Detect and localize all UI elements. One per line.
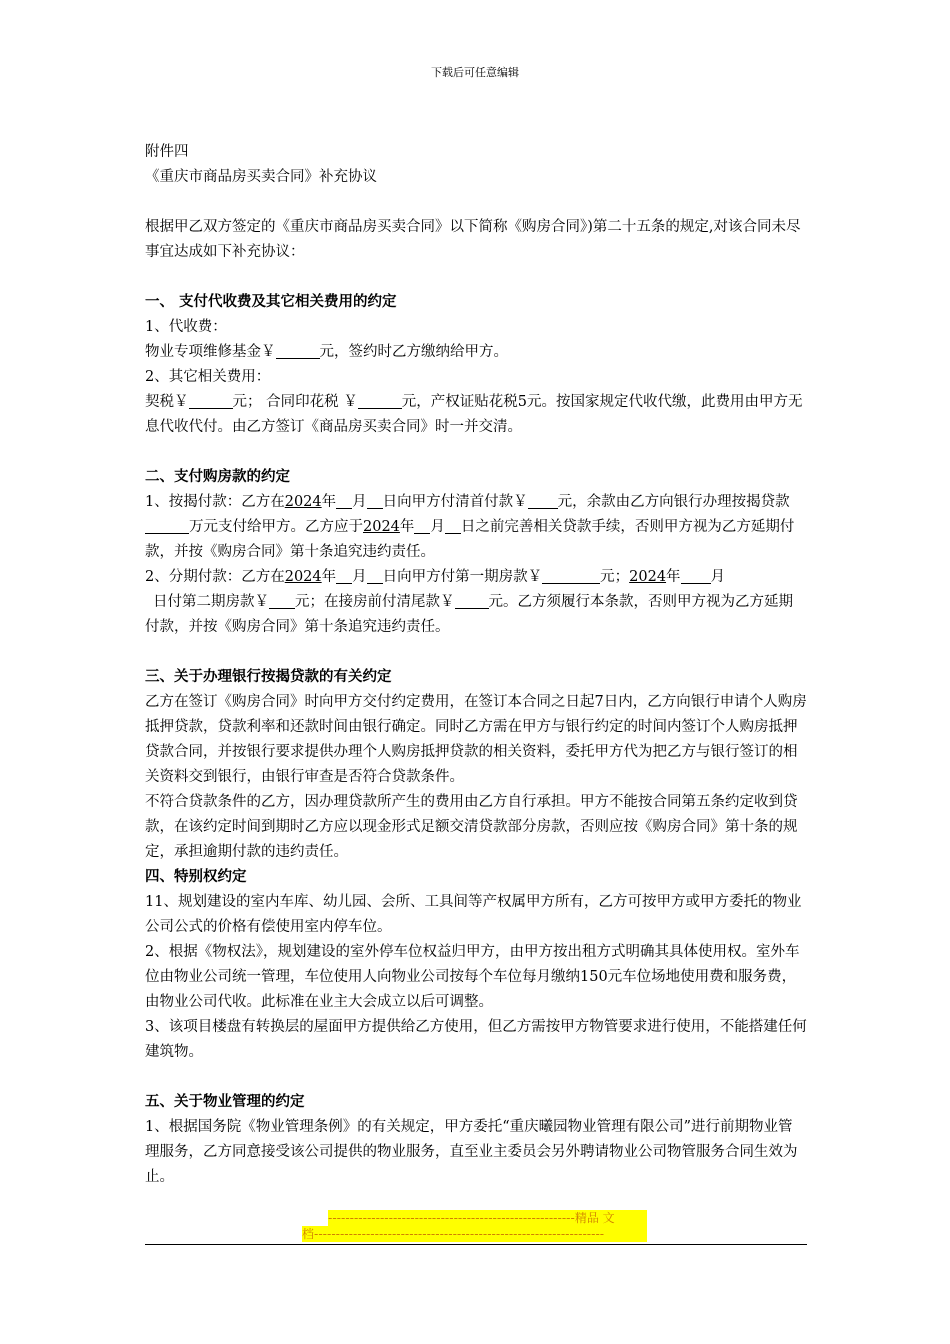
s5-paragraph-1: 1、根据国务院《物业管理条例》的有关规定，甲方委托“重庆曦园物业管理有限公司”进行前期物业管理服务，乙方同意接受该公司提供的物业服务，直至业主委员会另外聘请物业公司物管服务合同生效为止。 — [145, 1119, 798, 1185]
s2p2-c: 月 — [352, 569, 367, 585]
s2p2-a: 2、分期付款：乙方在 — [145, 569, 285, 585]
blank-field — [269, 590, 295, 609]
blank-field — [336, 490, 352, 509]
s1-fund-line — [145, 340, 807, 365]
attachment-label: 附件四 — [145, 144, 189, 160]
blank-field — [455, 590, 489, 609]
s2p1-b: 年 — [321, 494, 337, 510]
blank-field — [528, 490, 558, 509]
section-3-heading: 三、关于办理银行按揭贷款的有关约定 — [145, 669, 392, 685]
s3-paragraph-1: 乙方在签订《购房合同》时向甲方交付约定费用，在签订本合同之日起7日内，乙方向银行申请个人购房抵押贷款，贷款利率和还款时间由银行确定。同时乙方需在甲方与银行约定的时间内签订个人购房抵押贷款合同，并按银行要求提供办理个人购房抵押贷款的相关资料，委托甲方代为把乙方与银行签订的相关资料交到银行，由银行审查是否符合贷款条件。 — [145, 694, 807, 785]
section-5-heading: 五、关于物业管理的约定 — [145, 1094, 305, 1110]
year-value: 2024 — [629, 569, 667, 585]
footer-banner — [302, 1210, 647, 1242]
year-value: 2024 — [284, 494, 322, 510]
s2p2-e: 元； — [600, 569, 630, 585]
footer-banner-line-2: 档------------------------------------------------------------------- — [302, 1226, 647, 1242]
s2p1-d: 日向甲方付清首付款￥ — [382, 494, 528, 510]
blank-field — [367, 565, 383, 584]
s2p2-h: 日付第二期房款￥ — [153, 594, 269, 610]
s1-tax-text-b: 元； 合同印花税 ￥ — [232, 394, 358, 410]
s4-paragraph-3: 3、该项目楼盘有转换层的屋面甲方提供给乙方使用，但乙方需按甲方物管要求进行使用，不能搭建任何建筑物。 — [145, 1019, 807, 1060]
intro-paragraph: 根据甲乙双方签定的《重庆市商品房买卖合同》以下简称《购房合同》)第二十五条的规定,对该合同未尽事宜达成如下补充协议： — [145, 219, 801, 260]
year-value: 2024 — [284, 569, 322, 585]
blank-field — [542, 565, 600, 584]
s2p1-h: 月 — [430, 519, 445, 535]
blank-field — [414, 515, 430, 534]
footer-divider — [145, 1244, 807, 1245]
s3-paragraph-2: 不符合贷款条件的乙方，因办理贷款所产生的费用由乙方自行承担。甲方不能按合同第五条约定收到贷款，在该约定时间到期时乙方应以现金形式足额交清贷款部分房款，否则应按《购房合同》第十条的规定，承担逾期付款的违约责任。 — [145, 794, 798, 860]
s2p2-d: 日向甲方付第一期房款￥ — [382, 569, 543, 585]
s4-paragraph-1: 11、规划建设的室内车库、幼儿园、会所、工具间等产权属甲方所有，乙方可按甲方或甲方委托的物业公司公式的价格有偿使用室内停车位。 — [145, 894, 802, 935]
document-body — [145, 140, 807, 1190]
s2p1-f: 万元支付给甲方。乙方应于 — [189, 519, 363, 535]
s1-item1: 1、代收费： — [145, 319, 227, 335]
section-4-heading: 四、特别权约定 — [145, 869, 247, 885]
s2p2-f: 年 — [666, 569, 681, 585]
s2-paragraph-1 — [145, 490, 807, 565]
blank-field — [276, 340, 320, 359]
footer-banner-line-1: ---------------------------------------------------------精品 文 — [328, 1210, 647, 1226]
s2-paragraph-2 — [145, 565, 807, 640]
section-2-heading: 二、支付购房款的约定 — [145, 469, 290, 485]
blank-field — [189, 390, 233, 409]
s4-paragraph-2: 2、根据《物权法》，规划建设的室外停车位权益归甲方，由甲方按出租方式明确其具体使用权。室外车位由物业公司统一管理，车位使用人向物业公司按每个车位每月缴纳150元车位场地使用费和服务费，由物业公司代收。此标准在业主大会成立以后可调整。 — [145, 944, 800, 1010]
section-1-heading: 一、 支付代收费及其它相关费用的约定 — [145, 294, 397, 310]
s2p2-i: 元；在接房前付清尾款￥ — [295, 594, 455, 610]
s2p1-e: 元，余款由乙方向银行办理按揭贷款 — [557, 494, 790, 510]
s2p2-j: 元。乙方须履行本条款，否则甲方视为乙方延期付款，并按《购房合同》第十条追究违约责任。 — [145, 594, 793, 635]
s1-tax-paragraph — [145, 390, 807, 440]
page-header: 下载后可任意编辑 — [431, 66, 519, 79]
blank-field — [145, 515, 189, 534]
s1-tax-text-a: 契税￥ — [145, 394, 189, 410]
blank-field — [445, 515, 461, 534]
blank-field — [336, 565, 352, 584]
s2p1-a: 1、按揭付款：乙方在 — [145, 494, 285, 510]
year-value: 2024 — [363, 519, 400, 535]
s1-fund-text-b: 元，签约时乙方缴纳给甲方。 — [319, 344, 508, 360]
s1-fund-text-a: 物业专项维修基金￥ — [145, 344, 276, 360]
s2p2-g: 月 — [710, 569, 726, 585]
blank-field — [681, 565, 711, 584]
s2p1-g: 年 — [399, 519, 415, 535]
s1-tax-text-c: 元，产权证贴花税5元。按国家规定代收代缴，此费用由甲方无息代收代付。由乙方签订《商品房买卖合同》时一并交清。 — [145, 394, 803, 435]
blank-field — [358, 390, 402, 409]
s2p2-b: 年 — [321, 569, 337, 585]
s2p1-c: 月 — [352, 494, 367, 510]
blank-field — [367, 490, 383, 509]
document-title: 《重庆市商品房买卖合同》补充协议 — [145, 169, 377, 185]
s2p1-i: 日之前完善相关贷款手续，否则甲方视为乙方延期付款，并按《购房合同》第十条追究违约责任。 — [145, 519, 795, 560]
s1-item2: 2、其它相关费用： — [145, 369, 271, 385]
